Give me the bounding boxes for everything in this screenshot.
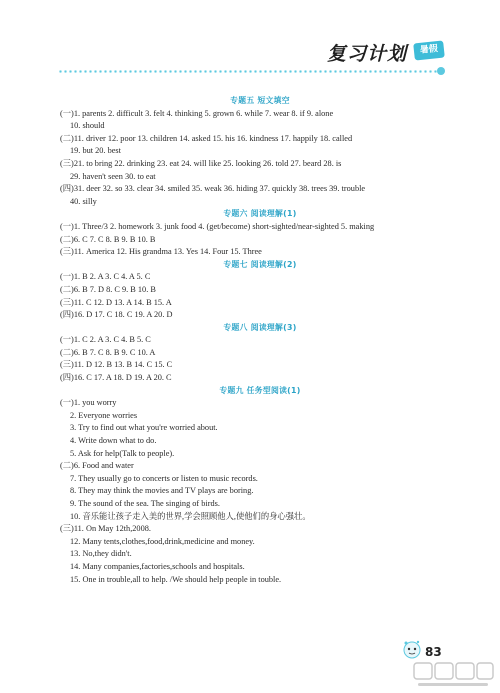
answer-line: 8. They may think the movies and TV plays are boring.: [70, 486, 254, 496]
section-heading: 专题五 短文填空: [230, 96, 290, 105]
page-number: 83: [425, 645, 442, 659]
section-heading: 专题七 阅读理解(2): [223, 259, 297, 269]
answer-line: (一)1. C 2. A 3. C 4. B 5. C: [60, 335, 151, 345]
answer-line: (四)31. deer 32. so 33. clear 34. smiled 35. weak 36. hiding 37. quickly 38. trees 39. trouble: [60, 184, 366, 194]
answer-line: (三)11. C 12. D 13. A 14. B 15. A: [60, 297, 172, 307]
answer-line: (四)16. C 17. A 18. D 19. A 20. C: [60, 373, 172, 383]
answer-line: 10. should: [70, 121, 105, 131]
answer-line: (三)11. D 12. B 13. B 14. C 15. C: [60, 360, 173, 370]
answer-key-content: [60, 95, 460, 586]
answer-line: 15. One in trouble,all to help. /We should help people in touble.: [70, 574, 282, 584]
answer-line: (一)1. B 2. A 3. C 4. A 5. C: [60, 272, 151, 282]
answer-line: 3. Try to find out what you're worried about.: [70, 423, 218, 433]
answer-line: 19. but 20. best: [70, 146, 121, 156]
answer-line: 4. Write down what to do.: [70, 436, 157, 446]
header-dotted-rule: [58, 70, 443, 73]
answer-line: 13. No,they didn't.: [70, 549, 132, 559]
section-heading: 专题八 阅读理解(3): [223, 322, 297, 332]
answer-line: (三)21. to bring 22. drinking 23. eat 24. will like 25. looking 26. told 27. beard 28. is: [60, 158, 342, 168]
answer-line: (二)6. B 7. D 8. C 9. B 10. B: [60, 284, 156, 294]
answer-line: (一)1. you worry: [60, 398, 117, 408]
cartoon-mascot-icon: [401, 638, 423, 660]
dotted-rule-end-dot: [437, 67, 445, 75]
answer-line: (二)6. Food and water: [60, 461, 134, 471]
page-header: [0, 0, 500, 80]
answer-line: (三)11. On May 12th,2008.: [60, 524, 151, 534]
answer-line: (一)1. Three/3 2. homework 3. junk food 4. (get/become) short-sighted/near-sighted 5. making: [60, 221, 375, 231]
answer-line: 14. Many companies,factories,schools and hospitals.: [70, 561, 245, 571]
answer-line: 2. Everyone worries: [70, 410, 138, 420]
answer-line: 29. haven't seen 30. to eat: [70, 171, 156, 181]
answer-line: (二)11. driver 12. poor 13. children 14. asked 15. his 16. kindness 17. happily 18. called: [60, 133, 353, 143]
answer-line: 40. silly: [70, 196, 97, 206]
section-heading: 专题六 阅读理解(1): [223, 209, 297, 219]
answer-line: (二)6. C 7. C 8. B 9. B 10. B: [60, 234, 156, 244]
answer-line: (三)11. America 12. His grandma 13. Yes 14. Four 15. Three: [60, 247, 262, 257]
header-badge: 暑假: [413, 40, 445, 60]
header-title: 复习计划: [327, 43, 408, 65]
answer-line: (四)16. D 17. C 18. C 19. A 20. D: [60, 310, 173, 320]
section-heading: 专题九 任务型阅读(1): [219, 385, 301, 395]
watermark-logo: [410, 660, 496, 690]
answer-line: 12. Many tents,clothes,food,drink,medicine and money.: [70, 536, 255, 546]
answer-line: 5. Ask for help(Talk to people).: [70, 448, 175, 458]
answer-line: (一)1. parents 2. difficult 3. felt 4. thinking 5. grown 6. while 7. wear 8. if 9. alone: [60, 108, 334, 118]
answer-line: 9. The sound of the sea. The singing of birds.: [70, 499, 220, 508]
answer-line: 10. 音乐能让孩子走入美的世界,学会照顾他人,使他们的身心强壮。: [70, 511, 311, 521]
answer-line: (二)6. B 7. C 8. B 9. C 10. A: [60, 347, 156, 357]
answer-line: 7. They usually go to concerts or listen to music records.: [70, 473, 258, 483]
